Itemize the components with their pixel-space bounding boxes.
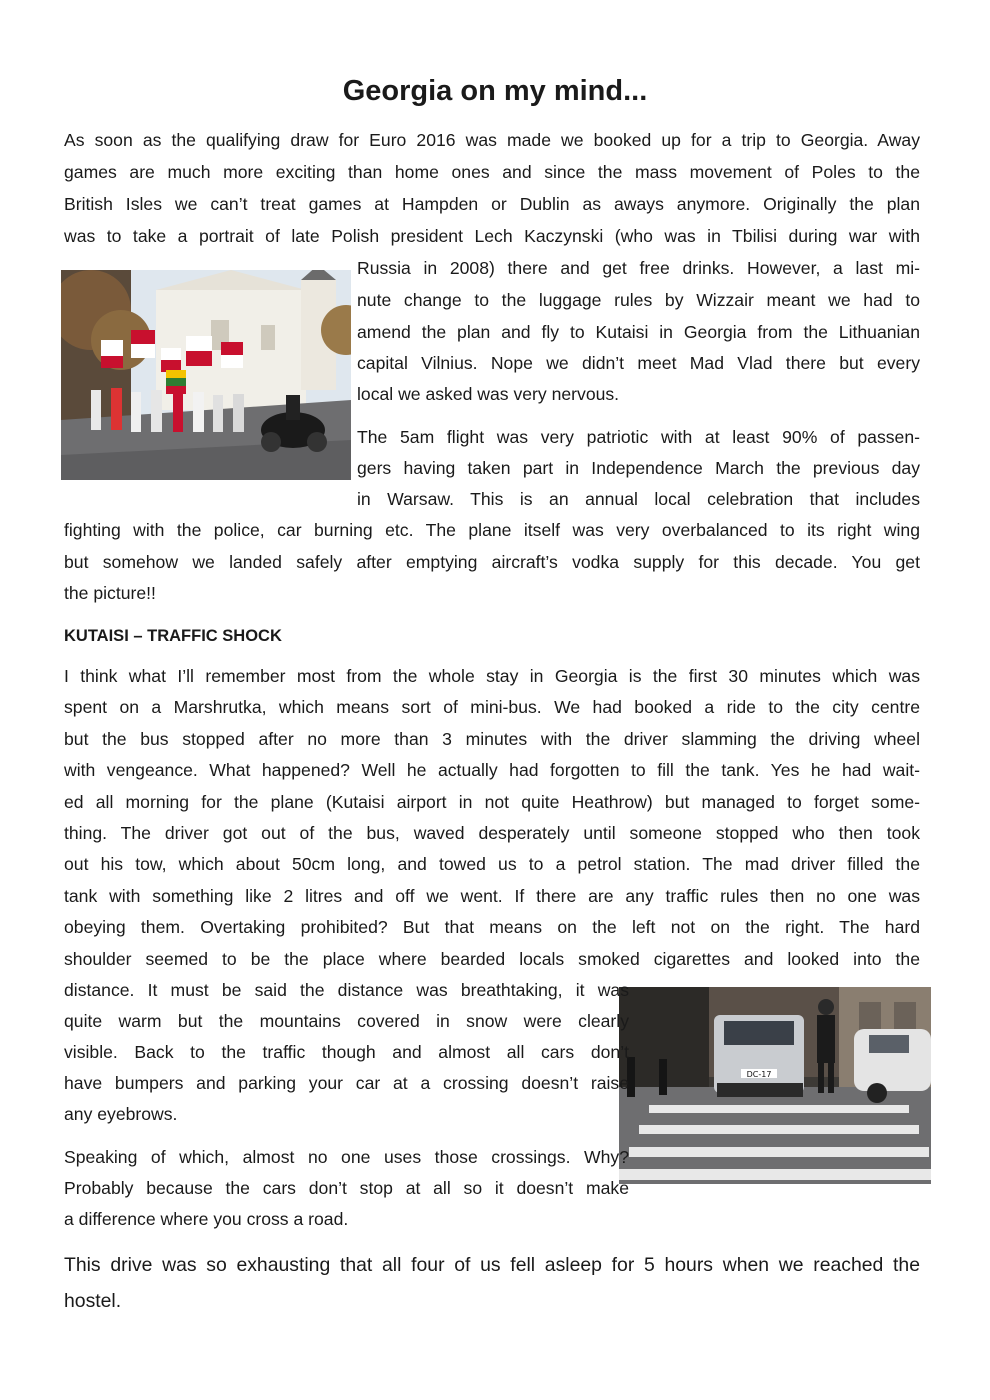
text-line: Speaking of which, almost no one uses those crossings. Why? (64, 1147, 629, 1167)
text-line: I think what I’ll remember most from the whole stay in Georgia is the first 30 minutes which was (64, 666, 920, 686)
text-line: in Warsaw. This is an annual local celebration that includes (357, 489, 920, 509)
text-line: games are much more exciting than home ones and since the mass movement of Poles to the (64, 162, 920, 182)
text-line: obeying them. Overtaking prohibited? But that means on the left not on the right. The hard (64, 917, 920, 937)
text-line: a difference where you cross a road. (64, 1209, 349, 1229)
text-line: fighting with the police, car burning etc. The plane itself was very overbalanced to its right wing (64, 520, 920, 540)
license-plate-text: DC-17 (746, 1070, 772, 1079)
text-line: quite warm but the mountains covered in snow were clearly (64, 1011, 629, 1031)
text-line: distance. It must be said the distance was breathtaking, it was (64, 980, 629, 1000)
text-line: shoulder seemed to be the place where bearded locals smoked cigarettes and looked into the (64, 949, 920, 969)
text-line: British Isles we can’t treat games at Hampden or Dublin as aways anymore. Originally the plan (64, 194, 920, 214)
text-line: This drive was so exhausting that all four of us fell asleep for 5 hours when we reached the (64, 1254, 920, 1276)
text-line: hostel. (64, 1290, 122, 1312)
text-line: out his tow, which about 50cm long, and towed us to a petrol station. The mad driver filled the (64, 854, 920, 874)
text-line: thing. The driver got out of the bus, waved desperately until someone stopped who then took (64, 823, 920, 843)
article-title: Georgia on my mind... (342, 75, 648, 107)
text-line: The 5am flight was very patriotic with at least 90% of passen- (357, 427, 920, 447)
text-line: visible. Back to the traffic though and almost all cars don’t (64, 1042, 629, 1062)
march-photo (61, 270, 351, 480)
text-line: ed all morning for the plane (Kutaisi airport in not quite Heathrow) but managed to forget some- (64, 792, 920, 812)
text-line: was to take a portrait of late Polish president Lech Kaczynski (who was in Tbilisi during war with (64, 226, 920, 246)
section-heading: KUTAISI – TRAFFIC SHOCK (64, 627, 282, 645)
text-line: As soon as the qualifying draw for Euro 2016 was made we booked up for a trip to Georgia. Away (64, 130, 920, 150)
text-line: any eyebrows. (64, 1104, 178, 1124)
text-line: the picture!! (64, 583, 156, 603)
text-line: with vengeance. What happened? Well he actually had forgotten to fill the tank. Yes he had wait- (64, 760, 920, 780)
text-line: nute change to the luggage rules by Wizzair meant we had to (357, 290, 920, 310)
text-line: but the bus stopped after no more than 3 minutes with the driver slamming the driving wheel (64, 729, 920, 749)
text-line: tank with something like 2 litres and off we went. If there are any traffic rules then no one was (64, 886, 920, 906)
text-line: Russia in 2008) there and get free drinks. However, a last mi- (357, 258, 920, 278)
street-crossing-photo (619, 987, 931, 1184)
text-line: spent on a Marshrutka, which means sort of mini-bus. We had booked a ride to the city centre (64, 697, 920, 717)
text-line: local we asked was very nervous. (357, 384, 620, 404)
text-line: have bumpers and parking your car at a crossing doesn’t raise (64, 1073, 629, 1093)
text-line: amend the plan and fly to Kutaisi in Georgia from the Lithuanian (357, 322, 920, 342)
text-line: but somehow we landed safely after emptying aircraft’s vodka supply for this decade. You get (64, 552, 920, 572)
text-line: Probably because the cars don’t stop at all so it doesn’t make (64, 1178, 629, 1198)
text-line: capital Vilnius. Nope we didn’t meet Mad Vlad there but every (357, 353, 920, 373)
text-line: gers having taken part in Independence March the previous day (357, 458, 920, 478)
